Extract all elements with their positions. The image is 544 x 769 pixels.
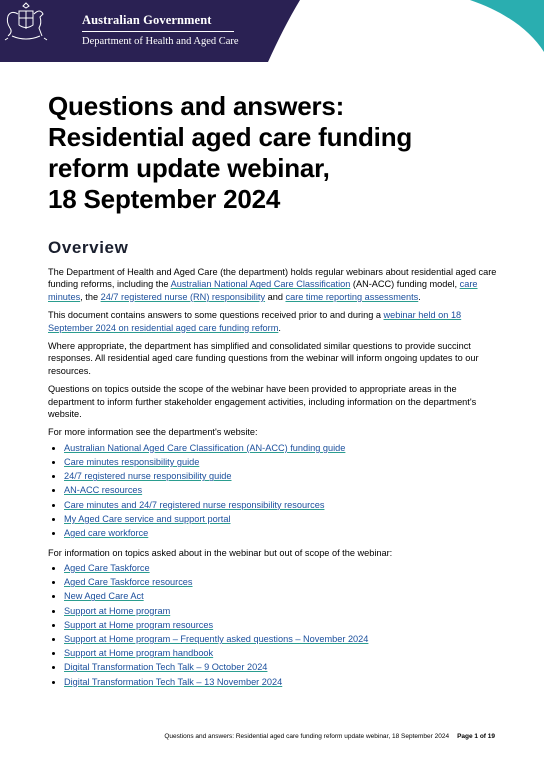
link-my-aged-care-portal[interactable]: My Aged Care service and support portal xyxy=(64,513,231,524)
list-item xyxy=(64,590,504,602)
link-care-time-reporting[interactable]: care time reporting assessments xyxy=(285,291,419,302)
link-care-minutes-guide[interactable]: Care minutes responsibility guide xyxy=(64,457,200,468)
out-of-scope-paragraph: For information on topics asked about in the webinar but out of scope of the webinar: xyxy=(48,547,393,558)
title-line: Questions and answers: xyxy=(48,91,345,121)
text-run: , the xyxy=(80,291,101,302)
list-item xyxy=(64,456,504,468)
webinar-paragraph xyxy=(48,309,504,334)
link-tech-talk-november[interactable]: Digital Transformation Tech Talk – 13 November 2024 xyxy=(64,676,283,687)
title-line: 18 September 2024 xyxy=(48,184,281,214)
out-of-scope-links-list xyxy=(48,562,504,688)
text-run: . xyxy=(278,322,281,333)
government-name: Australian Government xyxy=(82,13,212,27)
link-webinar[interactable]: webinar held on 18 September 2024 on residential aged care funding reform xyxy=(48,310,462,333)
link-tech-talk-october[interactable]: Digital Transformation Tech Talk – 9 October 2024 xyxy=(64,662,268,673)
link-support-at-home-resources[interactable]: Support at Home program resources xyxy=(64,619,214,630)
list-item xyxy=(64,527,504,539)
list-item xyxy=(64,633,504,645)
list-item xyxy=(64,661,504,673)
list-item xyxy=(64,676,504,688)
list-item xyxy=(64,647,504,659)
department-links-list xyxy=(48,442,504,540)
link-an-acc-resources[interactable]: AN-ACC resources xyxy=(64,485,143,496)
page-footer xyxy=(164,733,495,740)
link-an-acc-guide[interactable]: Australian National Aged Care Classification (AN-ACC) funding guide xyxy=(64,442,346,453)
title-line: reform update webinar, xyxy=(48,153,330,183)
page-number: Page 1 of 19 xyxy=(457,733,495,740)
link-care-minutes[interactable]: care minutes xyxy=(48,279,478,302)
list-item xyxy=(64,499,504,511)
list-item xyxy=(64,619,504,631)
intro-paragraph xyxy=(48,266,504,303)
list-item xyxy=(64,442,504,454)
link-an-acc[interactable]: Australian National Aged Care Classification xyxy=(170,279,351,290)
list-item xyxy=(64,562,504,574)
document-body xyxy=(48,266,504,695)
coat-of-arms-icon xyxy=(0,0,52,42)
link-support-at-home-faq[interactable]: Support at Home program – Frequently asked questions – November 2024 xyxy=(64,633,369,644)
department-name: Department of Health and Aged Care xyxy=(82,36,239,47)
text-run: This document contains answers to some questions received prior to and during a xyxy=(48,310,384,321)
link-care-minutes-rn-resources[interactable]: Care minutes and 24/7 registered nurse responsibility resources xyxy=(64,499,325,510)
link-aged-care-workforce[interactable]: Aged care workforce xyxy=(64,528,149,539)
list-item xyxy=(64,484,504,496)
text-run: The Department of Health and Aged Care (the department) holds regular webinars about residential aged care funding reforms, including the xyxy=(48,267,497,290)
footer-doc-title: Questions and answers: Residential aged care funding reform update webinar, 18 September 2024 xyxy=(164,733,450,740)
document-title xyxy=(48,91,508,215)
header-divider xyxy=(82,31,234,32)
text-run: (AN-ACC) funding model, xyxy=(350,279,460,290)
link-support-at-home-handbook[interactable]: Support at Home program handbook xyxy=(64,648,214,659)
link-aged-care-taskforce[interactable]: Aged Care Taskforce xyxy=(64,562,150,573)
text-run: and xyxy=(265,291,286,302)
overview-heading: Overview xyxy=(48,238,129,257)
scope-paragraph: Questions on topics outside the scope of the webinar have been provided to appropriate areas in the department to inform further stakeholder engagement activities, including information on the department's website. xyxy=(48,384,477,420)
list-item xyxy=(64,470,504,482)
consolidation-paragraph: Where appropriate, the department has simplified and consolidated similar questions to provide succinct responses. All residential aged care funding questions from the webinar will inform ongoing updates to our resources. xyxy=(48,341,479,376)
list-item xyxy=(64,605,504,617)
text-run: . xyxy=(418,291,421,302)
list-item xyxy=(64,513,504,525)
more-info-paragraph: For more information see the department's website: xyxy=(48,427,258,438)
title-line: Residential aged care funding xyxy=(48,122,413,152)
list-item xyxy=(64,576,504,588)
link-taskforce-resources[interactable]: Aged Care Taskforce resources xyxy=(64,577,193,588)
header-banner xyxy=(0,0,544,62)
link-rn-responsibility[interactable]: 24/7 registered nurse (RN) responsibility xyxy=(100,291,266,302)
link-support-at-home[interactable]: Support at Home program xyxy=(64,605,171,616)
link-rn-guide[interactable]: 24/7 registered nurse responsibility guide xyxy=(64,471,232,482)
link-new-aged-care-act[interactable]: New Aged Care Act xyxy=(64,591,144,602)
